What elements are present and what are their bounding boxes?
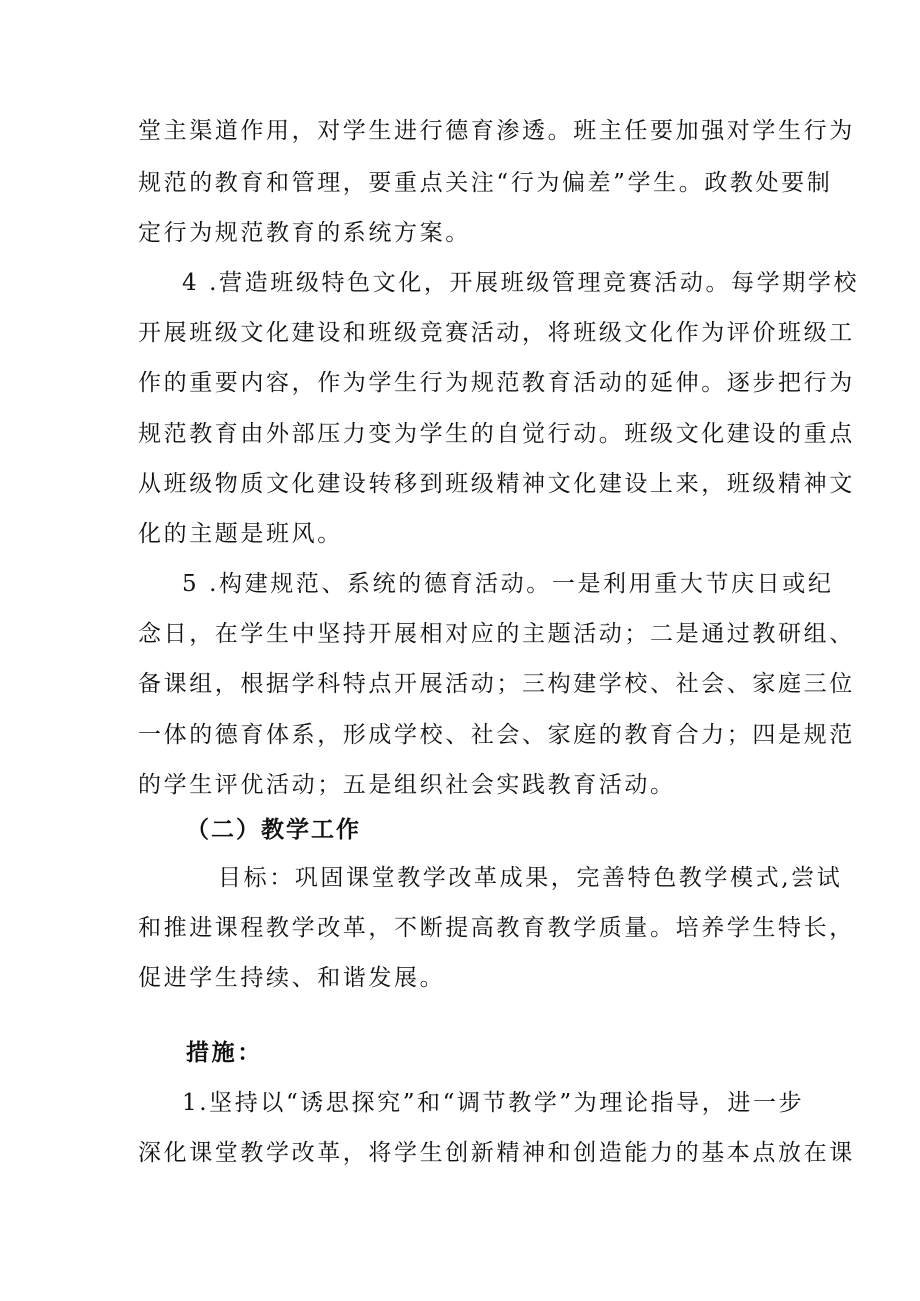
paragraph-line: 备课组，根据学科特点开展活动；三构建学校、社会、家庭三位 [138, 671, 855, 697]
paragraph-line: 5 .构建规范、系统的德育活动。一是利用重大节庆日或纪 [182, 571, 834, 597]
paragraph-line: 目标：巩固课堂教学改革成果，完善特色教学模式,尝试 [218, 865, 843, 891]
paragraph-line: 作的重要内容，作为学生行为规范教育活动的延伸。逐步把行为 [138, 370, 855, 396]
paragraph-line: 念日，在学生中坚持开展相对应的主题活动；二是通过教研组、 [138, 621, 855, 647]
paragraph-line: 1.坚持以“诱思探究”和“调节教学”为理论指导，进一步 [182, 1090, 805, 1116]
paragraph-line: 从班级物质文化建设转移到班级精神文化建设上来，班级精神文 [138, 471, 855, 497]
paragraph-line: 的学生评优活动；五是组织社会实践教育活动。 [138, 772, 676, 798]
section-heading: （二）教学工作 [186, 817, 361, 843]
paragraph-line: 规范的教育和管理，要重点关注“行为偏差”学生。政教处要制 [138, 170, 833, 196]
paragraph-line: 堂主渠道作用，对学生进行德育渗透。班主任要加强对学生行为 [138, 118, 855, 144]
paragraph-line: 深化课堂教学改革，将学生创新精神和创造能力的基本点放在课 [138, 1140, 855, 1166]
paragraph-line: 规范教育由外部压力变为学生的自觉行动。班级文化建设的重点 [138, 421, 855, 447]
measures-heading: 措施： [186, 1040, 263, 1066]
paragraph-line: 和推进课程教学改革，不断提高教育教学质量。培养学生特长， [138, 915, 855, 941]
paragraph-line: 4 .营造班级特色文化，开展班级管理竞赛活动。每学期学校 [182, 270, 860, 296]
paragraph-line: 促进学生持续、和谐发展。 [138, 965, 446, 991]
paragraph-line: 开展班级文化建设和班级竞赛活动，将班级文化作为评价班级工 [138, 320, 855, 346]
paragraph-line: 化的主题是班风。 [138, 521, 343, 547]
paragraph-line: 定行为规范教育的系统方案。 [138, 220, 471, 246]
paragraph-line: 一体的德育体系，形成学校、社会、家庭的教育合力；四是规范 [138, 722, 855, 748]
